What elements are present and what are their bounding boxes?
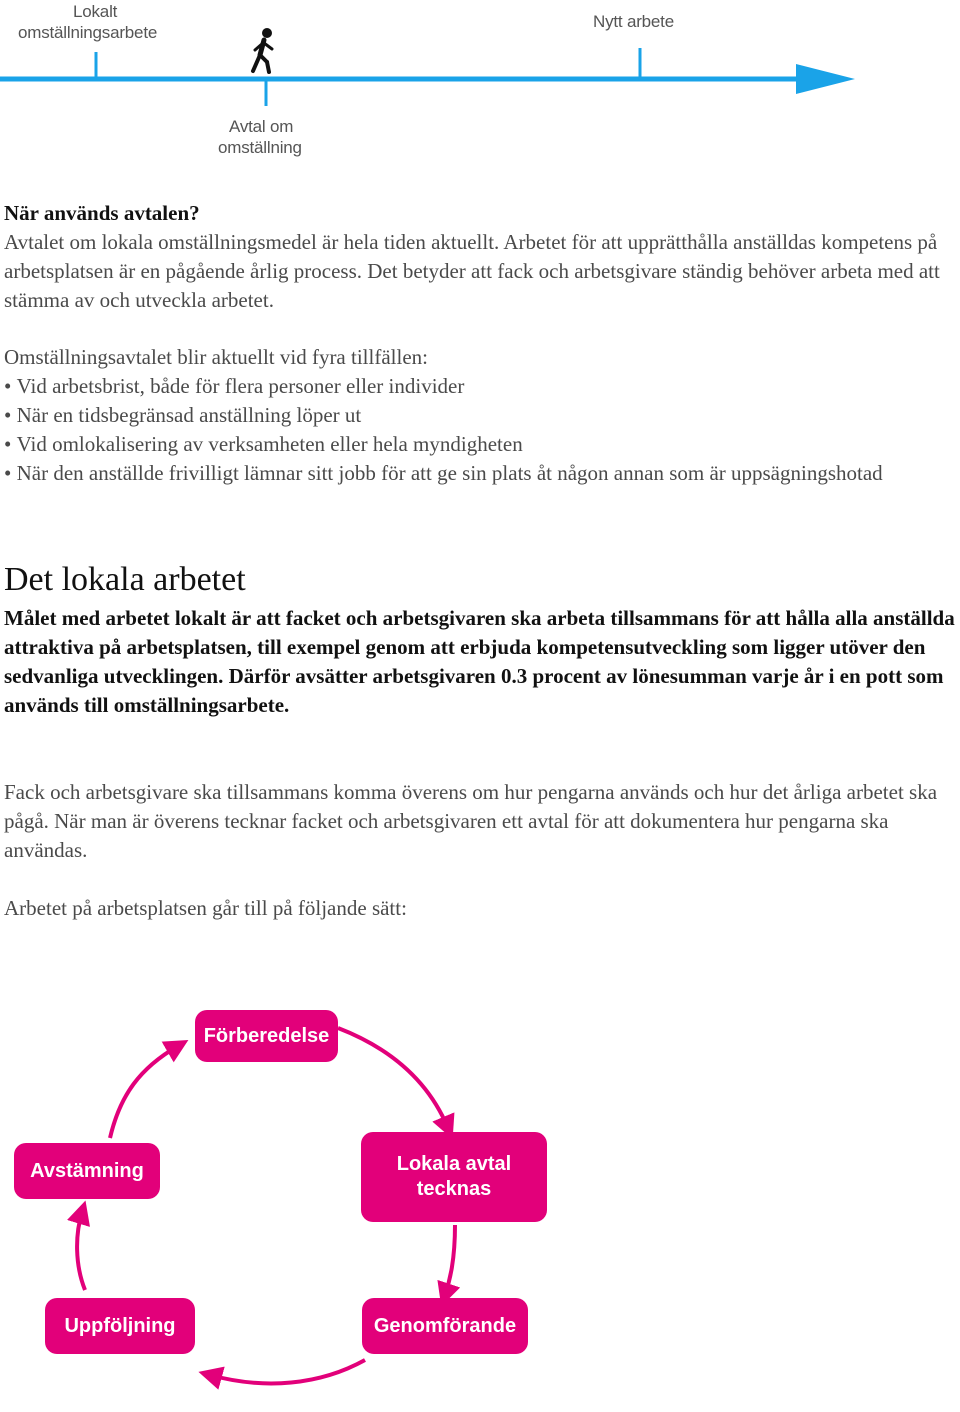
section-when-used-heading: När används avtalen? [4, 201, 200, 225]
arrow-uppfoljning-to-avstamning [77, 1212, 85, 1290]
arrow-forberedelse-to-lokala [338, 1028, 448, 1128]
agreement-paragraph: Fack och arbetsgivare ska tillsammans komma överens om hur pengarna används och hur det årliga arbetet ska pågå. När man är överens tecknar facket och arbetsgivaren ett avtal för att dokumentera hur pengarna ska användas. [4, 780, 938, 862]
step-lokala-label-line1: Lokala avtal [396, 1153, 512, 1175]
walking-person-icon [253, 29, 272, 73]
step-lokala-avtal [361, 1132, 547, 1222]
step-uppfoljning-label: Uppföljning [64, 1314, 176, 1337]
occasion-bullet-4: • När den anställde frivilligt lämnar sitt jobb för att ge sin plats åt någon annan som är uppsägningshotad [4, 459, 956, 488]
occasion-bullet-2: • När en tidsbegränsad anställning löper ut [4, 401, 956, 430]
step-genomforande-label: Genomförande [373, 1314, 517, 1337]
timeline-label-mid [218, 116, 302, 158]
step-avstamning-label: Avstämning [30, 1159, 144, 1182]
timeline-label-end: Nytt arbete [593, 12, 674, 31]
timeline-label-start [18, 1, 157, 43]
step-forberedelse-label: Förberedelse [203, 1024, 330, 1047]
timeline-label-start-line2: omställningsarbete [18, 23, 158, 42]
local-work-heading: Det lokala arbetet [4, 561, 246, 598]
arrow-lokala-to-genomforande [445, 1225, 455, 1295]
step-avstamning [14, 1143, 160, 1199]
timeline-label-mid-line1: Avtal om [229, 117, 294, 136]
step-forberedelse [195, 1010, 338, 1062]
step-lokala-label-line2: tecknas [416, 1178, 492, 1200]
occasions-intro: Omställningsavtalet blir aktuellt vid fyra tillfällen: [4, 345, 428, 369]
occasion-bullet-3: • Vid omlokalisering av verksamheten eller hela myndigheten [4, 430, 956, 459]
timeline-label-start-line1: Lokalt [73, 2, 118, 21]
section-when-used [4, 199, 956, 315]
timeline-arrowhead [796, 64, 855, 94]
process-intro: Arbetet på arbetsplatsen går till på följande sätt: [4, 896, 407, 920]
occasions-block [4, 343, 956, 488]
arrow-avstamning-to-forberedelse [110, 1046, 178, 1138]
section-when-used-paragraph: Avtalet om lokala omställningsmedel är hela tiden aktuellt. Arbetet för att upprätthålla anställdas kompetens på arbetsplatsen är en pågående årlig process. Det betyder att fack och arbetsgivare ständig behöver arbeta med att stämma av och utveckla arbetet. [4, 230, 940, 312]
step-genomforande [362, 1298, 528, 1354]
timeline-label-mid-line2: omställning [218, 138, 302, 157]
local-work-goal-paragraph: Målet med arbetet lokalt är att facket och arbetsgivaren ska arbeta tillsammans för att hålla alla anställda attraktiva på arbetsplatsen, till exempel genom att erbjuda kompetensutveckling som ligger utöver den sedvanliga utvecklingen. Därför avsätter arbetsgivaren 0.3 procent av lönesumman varje år i en pott som används till omställningsarbete. [4, 606, 955, 717]
process-cycle-diagram [0, 990, 960, 1412]
step-uppfoljning [45, 1298, 195, 1354]
timeline-figure [0, 0, 960, 170]
arrow-genomforande-to-uppfoljning [210, 1360, 365, 1383]
occasion-bullet-1: • Vid arbetsbrist, både för flera personer eller individer [4, 372, 956, 401]
